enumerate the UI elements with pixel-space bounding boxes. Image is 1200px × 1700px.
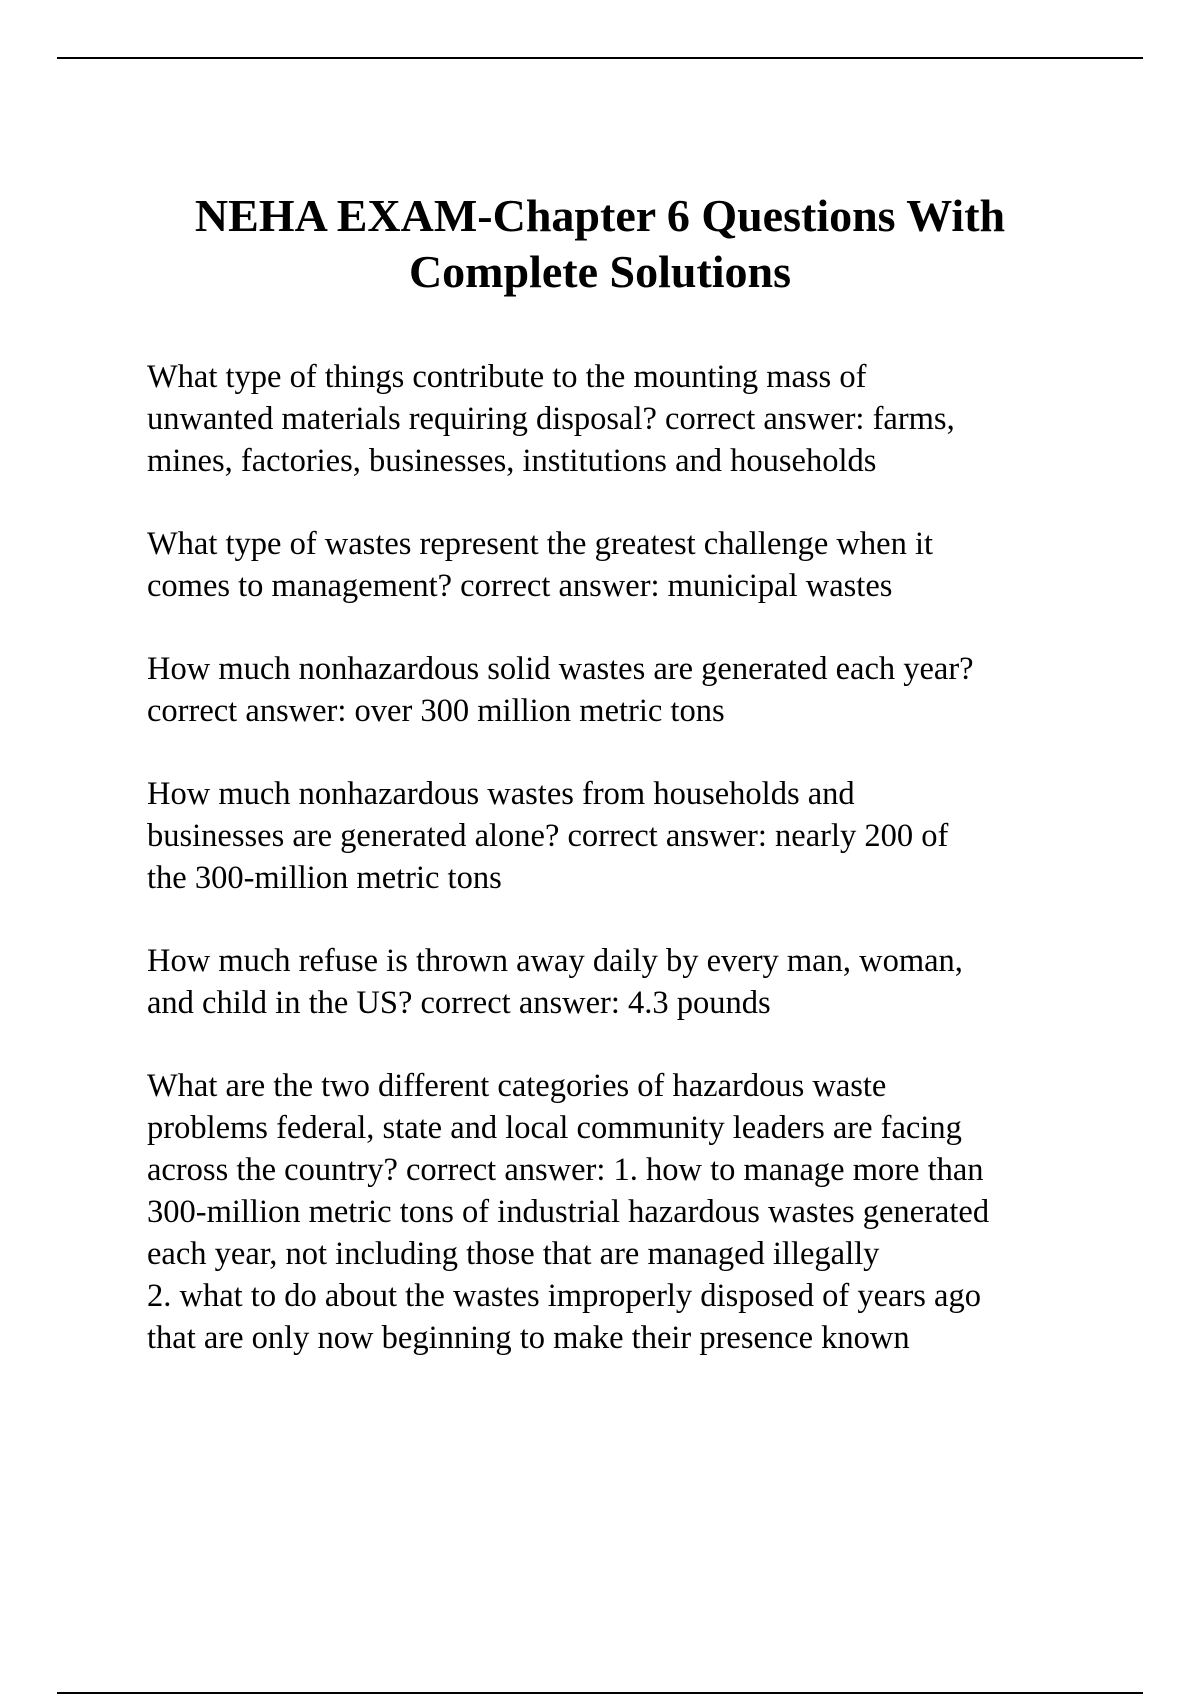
qa-line: comes to management? correct answer: municipal wastes	[147, 568, 893, 604]
qa-line: each year, not including those that are managed illegally	[147, 1236, 880, 1272]
top-rule	[57, 57, 1143, 59]
qa-line: the 300-million metric tons	[147, 860, 502, 896]
qa-item-6	[147, 1065, 1107, 1359]
qa-item-2	[147, 523, 1107, 607]
qa-item-5	[147, 940, 1107, 1024]
qa-line: that are only now beginning to make their presence known	[147, 1320, 910, 1356]
qa-line: How much nonhazardous solid wastes are generated each year?	[147, 651, 974, 687]
bottom-rule	[57, 1692, 1143, 1694]
page-title	[120, 188, 1080, 300]
title-line: Complete Solutions	[408, 246, 792, 297]
qa-line: 2. what to do about the wastes improperly disposed of years ago	[147, 1278, 981, 1314]
qa-list	[147, 356, 1107, 1400]
qa-line: What are the two different categories of hazardous waste	[147, 1068, 887, 1104]
qa-line: across the country? correct answer: 1. how to manage more than	[147, 1152, 984, 1188]
qa-line: 300-million metric tons of industrial hazardous wastes generated	[147, 1194, 990, 1230]
qa-item-3	[147, 648, 1107, 732]
qa-line: problems federal, state and local community leaders are facing	[147, 1110, 962, 1146]
qa-line: How much nonhazardous wastes from households and	[147, 776, 855, 812]
qa-line: mines, factories, businesses, institutions and households	[147, 443, 877, 479]
qa-line: and child in the US? correct answer: 4.3 pounds	[147, 985, 771, 1021]
qa-line: What type of things contribute to the mounting mass of	[147, 359, 867, 395]
qa-line: unwanted materials requiring disposal? correct answer: farms,	[147, 401, 955, 437]
qa-item-1	[147, 356, 1107, 482]
qa-line: What type of wastes represent the greatest challenge when it	[147, 526, 933, 562]
qa-line: businesses are generated alone? correct answer: nearly 200 of	[147, 818, 949, 854]
qa-item-4	[147, 773, 1107, 899]
qa-line: How much refuse is thrown away daily by every man, woman,	[147, 943, 963, 979]
qa-line: correct answer: over 300 million metric tons	[147, 693, 725, 729]
title-line: NEHA EXAM-Chapter 6 Questions With	[194, 190, 1006, 241]
